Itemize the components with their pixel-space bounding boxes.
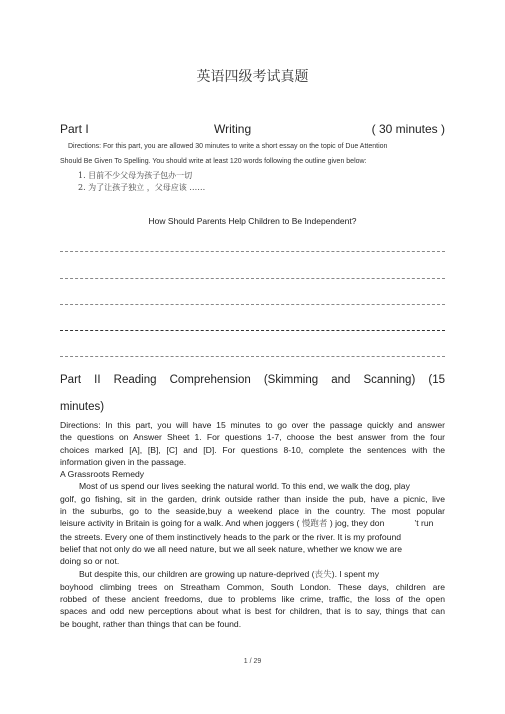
- writing-line: [60, 330, 445, 331]
- paragraph-line: the streets. Every one of them instinctively heads to the park or the river. It is my profound: [60, 531, 402, 542]
- chinese-gloss: 丧失: [314, 569, 332, 580]
- directions-line: Directions: In this part, you will have 15 minutes to go over the passage quickly and answer: [60, 420, 445, 430]
- directions-line: the questions on Answer Sheet 1. For questions 1-7, choose the best answer from the four: [60, 432, 445, 443]
- paragraph-line: boyhood climbing trees on Streatham Common, South London. These days, children are: [60, 581, 445, 592]
- part2-word: Comprehension: [169, 374, 251, 386]
- part1-label: Part I: [60, 122, 89, 136]
- paragraph-line: Most of us spend our lives seeking the natural world. To this end, we walk the dog, play: [79, 481, 410, 492]
- chinese-gloss: 慢跑者: [301, 519, 328, 530]
- paragraph-line: robbed of these ancient freedoms, due to problems like crime, traffic, the loss of the open: [60, 594, 445, 605]
- part1-directions-line-2: Should Be Given To Spelling. You should write at least 120 words following the outline given below:: [60, 158, 367, 165]
- writing-line: [60, 278, 445, 279]
- essay-title: How Should Parents Help Children to Be Independent?: [148, 216, 357, 226]
- outline-item-1: 1. 目前不少父母为孩子包办一切: [78, 171, 193, 180]
- outline-item-2: 2. 为了让孩子独立 ，父母应该 ……: [78, 183, 206, 192]
- paragraph-line: doing so or not.: [60, 556, 120, 567]
- writing-line: [60, 251, 445, 252]
- line-text: ) jog, they don: [329, 518, 385, 529]
- part2-word: Part: [60, 374, 82, 386]
- writing-line: [60, 356, 445, 357]
- part2-word: (15: [428, 374, 445, 386]
- passage-title: A Grassroots Remedy: [60, 469, 145, 480]
- line-text: But despite this, our children are growing up nature-deprived (: [79, 568, 315, 579]
- reading-passage: [60, 419, 445, 630]
- paragraph-line: in the suburbs, go to the seaside,buy a weekend place in the country. The most popular: [60, 506, 445, 517]
- part1-time: ( 30 minutes ): [371, 122, 445, 136]
- part2-word: (Skimming: [263, 374, 319, 386]
- paragraph-line: be bought, rather than things that can be found.: [60, 618, 242, 629]
- part2-header: [60, 374, 445, 386]
- part2-header-continued: minutes): [60, 401, 105, 413]
- line-text: ’t run: [414, 518, 434, 529]
- part2-word: and: [331, 374, 351, 386]
- writing-line: [60, 304, 445, 305]
- line-text: ). I spent my: [331, 568, 379, 579]
- part1-directions-line-1: Directions: For this part, you are allowed 30 minutes to write a short essay on the topic of Due Attention: [68, 143, 388, 150]
- line-text: leisure activity in Britain is going for a walk. And when joggers (: [60, 518, 300, 529]
- part2-word: Scanning): [363, 374, 416, 386]
- directions-line: information given in the passage.: [60, 456, 187, 467]
- directions-line: choices marked [A], [B], [C] and [D]. For questions 8-10, complete the sentences with the: [60, 444, 445, 455]
- paragraph-line: belief that not only do we all need nature, but we all seek nature, whether we know we are: [60, 543, 403, 554]
- part1-name: Writing: [214, 122, 252, 136]
- paragraph-line: golf, go fishing, sit in the garden, drink outside rather than inside the pub, have a picnic, live: [60, 493, 445, 504]
- part2-word: II: [94, 374, 101, 386]
- paragraph-line: [60, 568, 445, 581]
- part2-word: Reading: [113, 374, 157, 386]
- paragraph-line: [60, 517, 445, 530]
- paragraph-line: spaces and odd new perceptions about what is best for children, that is to say, things that can: [60, 606, 445, 617]
- document-title: 英语四级考试真题: [196, 69, 309, 85]
- page-number: 1 / 29: [243, 658, 262, 665]
